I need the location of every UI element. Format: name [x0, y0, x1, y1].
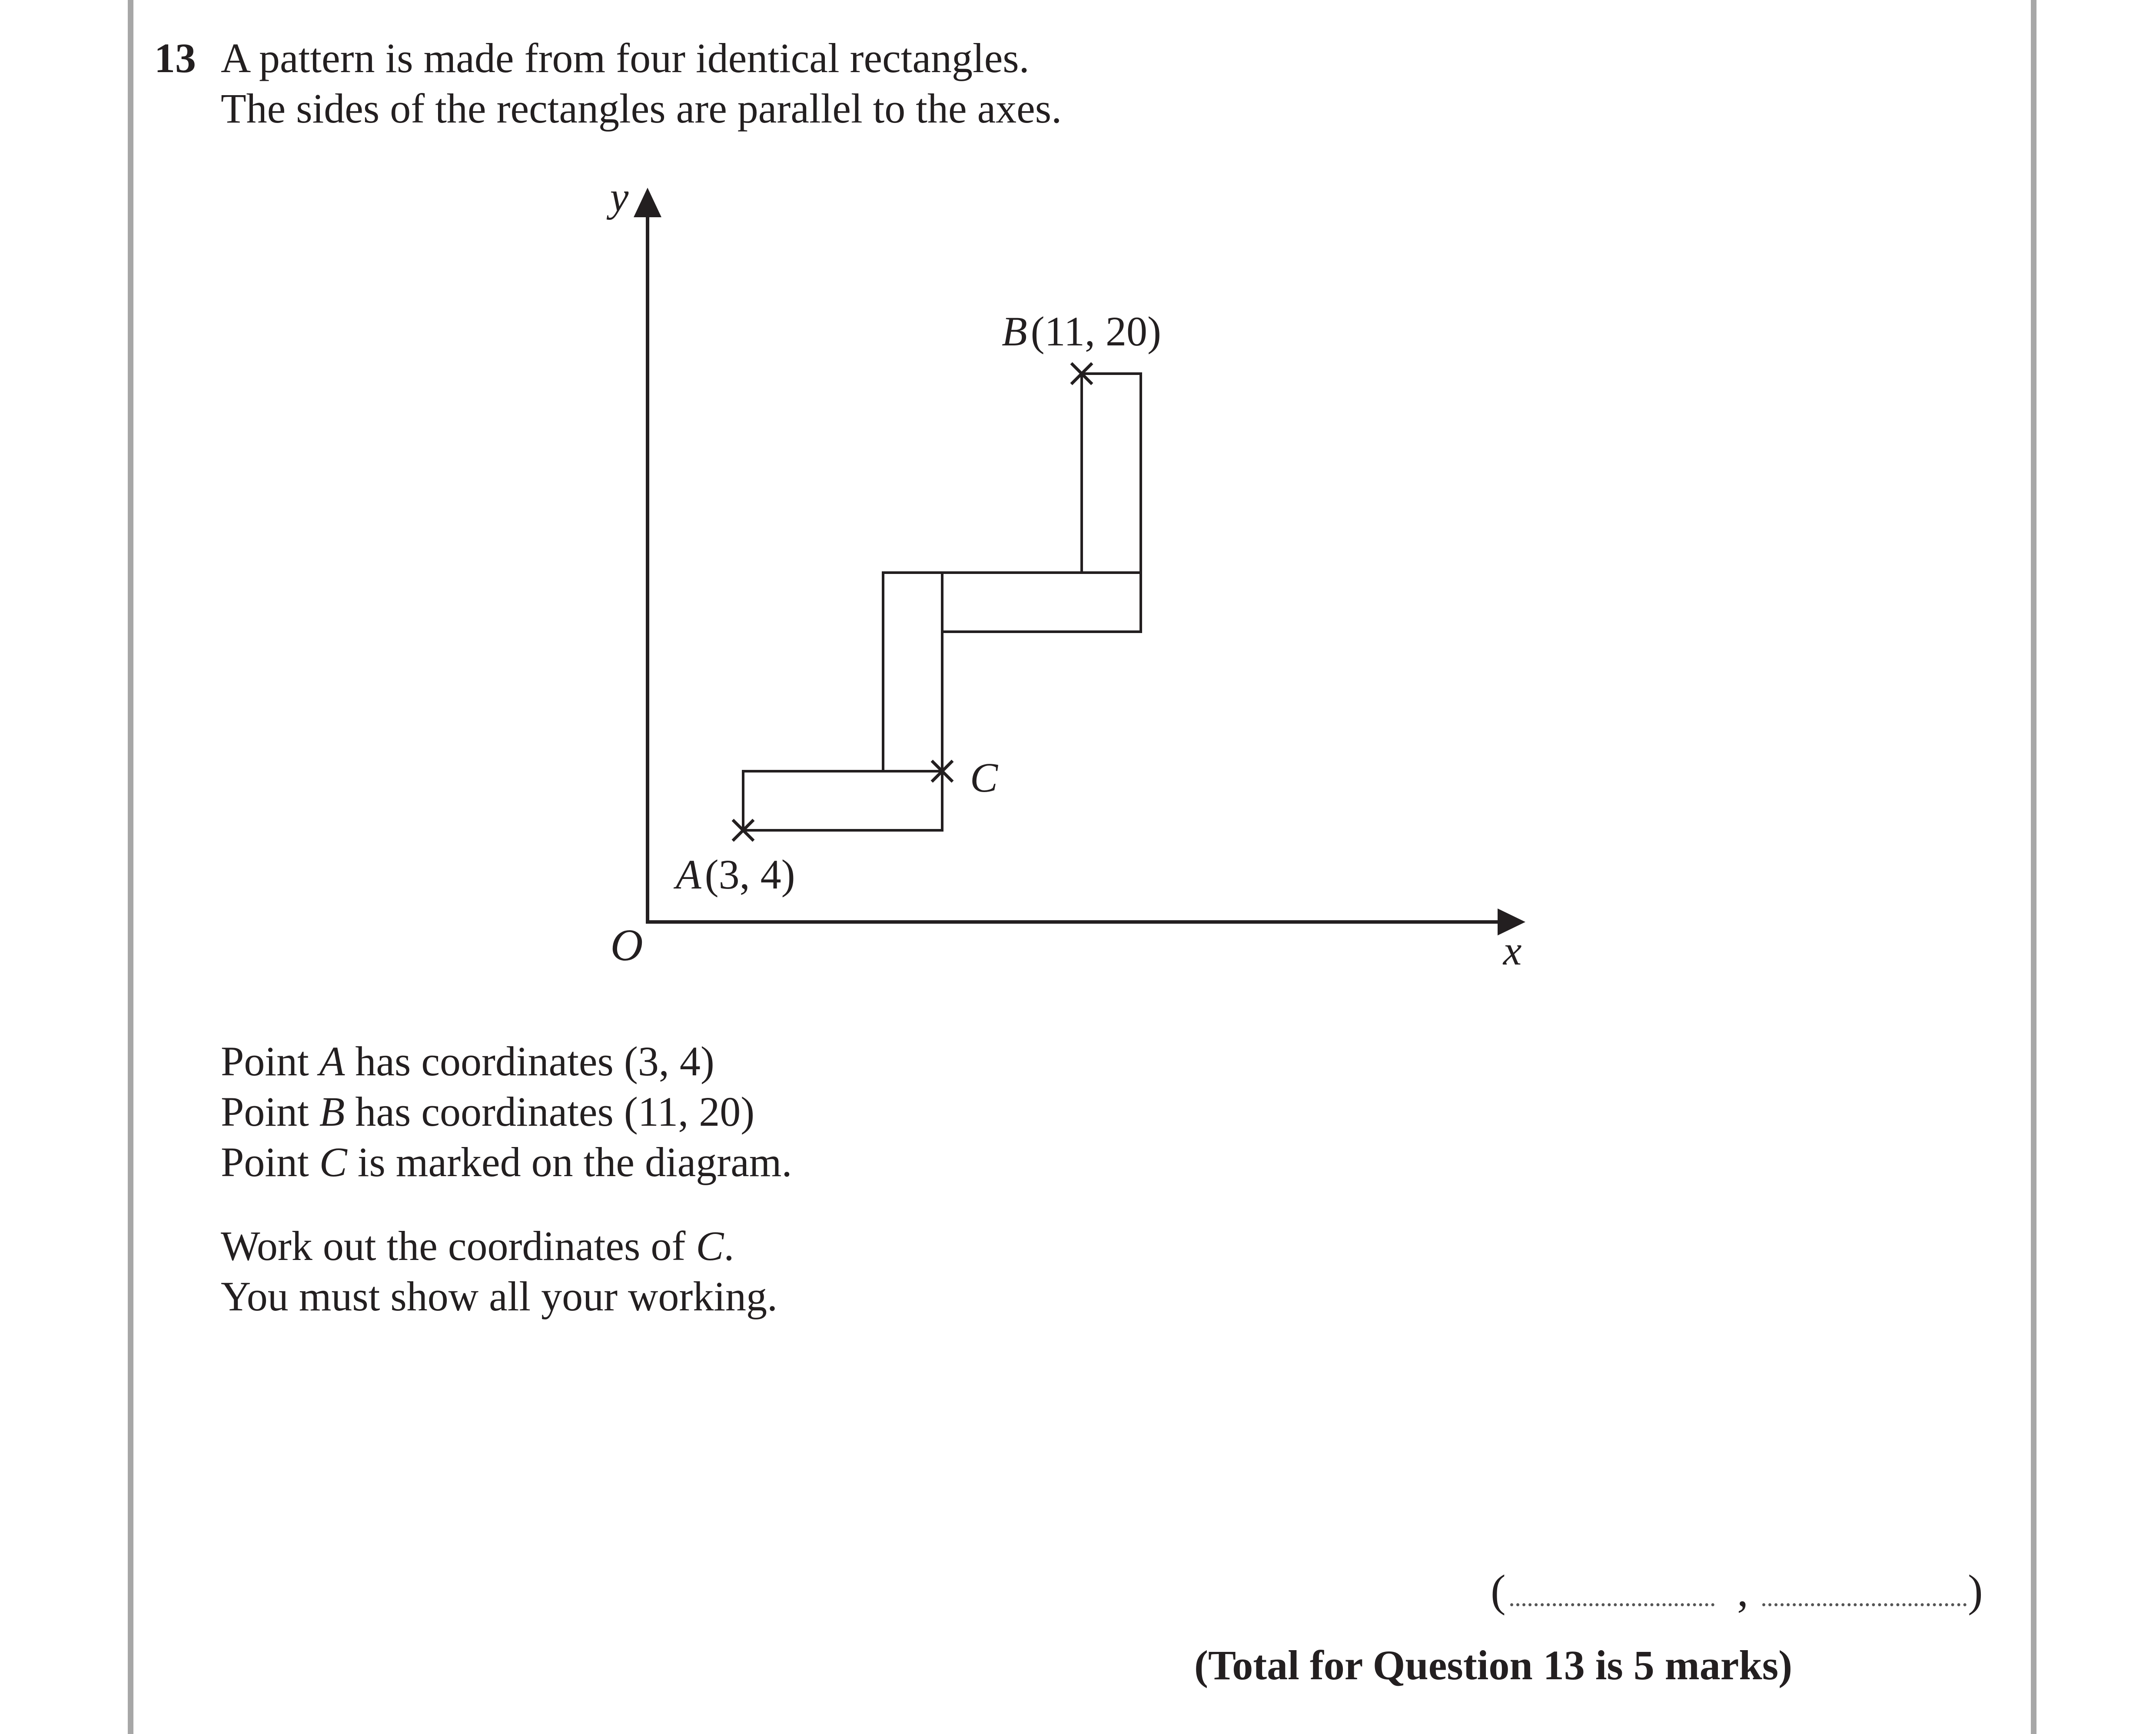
total-marks: (Total for Question 13 is 5 marks): [1194, 1642, 1793, 1688]
point-a-label: [673, 851, 795, 898]
point-b-coords: (11, 20): [1030, 308, 1162, 355]
answer-y-field[interactable]: [1762, 1603, 1967, 1606]
task-var: C: [696, 1223, 724, 1269]
intro-line-2: The sides of the rectangles are parallel to the axes.: [221, 85, 1062, 132]
y-axis-label: y: [610, 173, 629, 220]
task-line-2: You must show all your working.: [221, 1273, 777, 1320]
point-a-name: A: [676, 851, 701, 898]
intro-line-1: A pattern is made from four identical rectangles.: [221, 35, 1030, 81]
origin-label: O: [610, 920, 643, 970]
question-number: 13: [154, 35, 196, 81]
rectangle-2: [883, 573, 942, 771]
y-axis-arrow: [634, 188, 661, 217]
answer-x-field[interactable]: [1510, 1603, 1714, 1606]
statement-b-prefix: Point: [221, 1088, 319, 1135]
statement-c-var: C: [319, 1139, 347, 1185]
answer-coordinates: [1491, 1561, 1982, 1621]
statement-point-b: [221, 1086, 754, 1138]
task-prefix: Work out the coordinates of: [221, 1223, 696, 1269]
rectangle-pattern: [743, 374, 1141, 830]
rectangle-1: [743, 771, 942, 830]
task-suffix: .: [724, 1223, 734, 1269]
statement-point-a: [221, 1035, 714, 1087]
answer-open-paren: (: [1491, 1566, 1506, 1616]
rectangle-3: [942, 573, 1141, 632]
point-a-coords: (3, 4): [704, 851, 795, 898]
point-b-label: [1002, 308, 1161, 355]
statement-c-prefix: Point: [221, 1139, 319, 1185]
answer-close-paren: ): [1968, 1566, 1983, 1616]
statement-b-suffix: has coordinates (11, 20): [345, 1088, 755, 1135]
task-line-1: [221, 1220, 734, 1272]
statement-a-suffix: has coordinates (3, 4): [345, 1038, 714, 1084]
answer-comma: ,: [1737, 1566, 1748, 1616]
statement-a-prefix: Point: [221, 1038, 319, 1084]
statement-c-suffix: is marked on the diagram.: [347, 1139, 792, 1185]
x-axis-label: x: [1503, 927, 1522, 974]
point-c-label: C: [970, 754, 998, 801]
statement-b-var: B: [319, 1088, 345, 1135]
statement-a-var: A: [319, 1038, 345, 1084]
point-b-name: B: [1002, 308, 1027, 355]
statement-point-c: [221, 1136, 792, 1188]
rectangle-4: [1082, 374, 1141, 573]
